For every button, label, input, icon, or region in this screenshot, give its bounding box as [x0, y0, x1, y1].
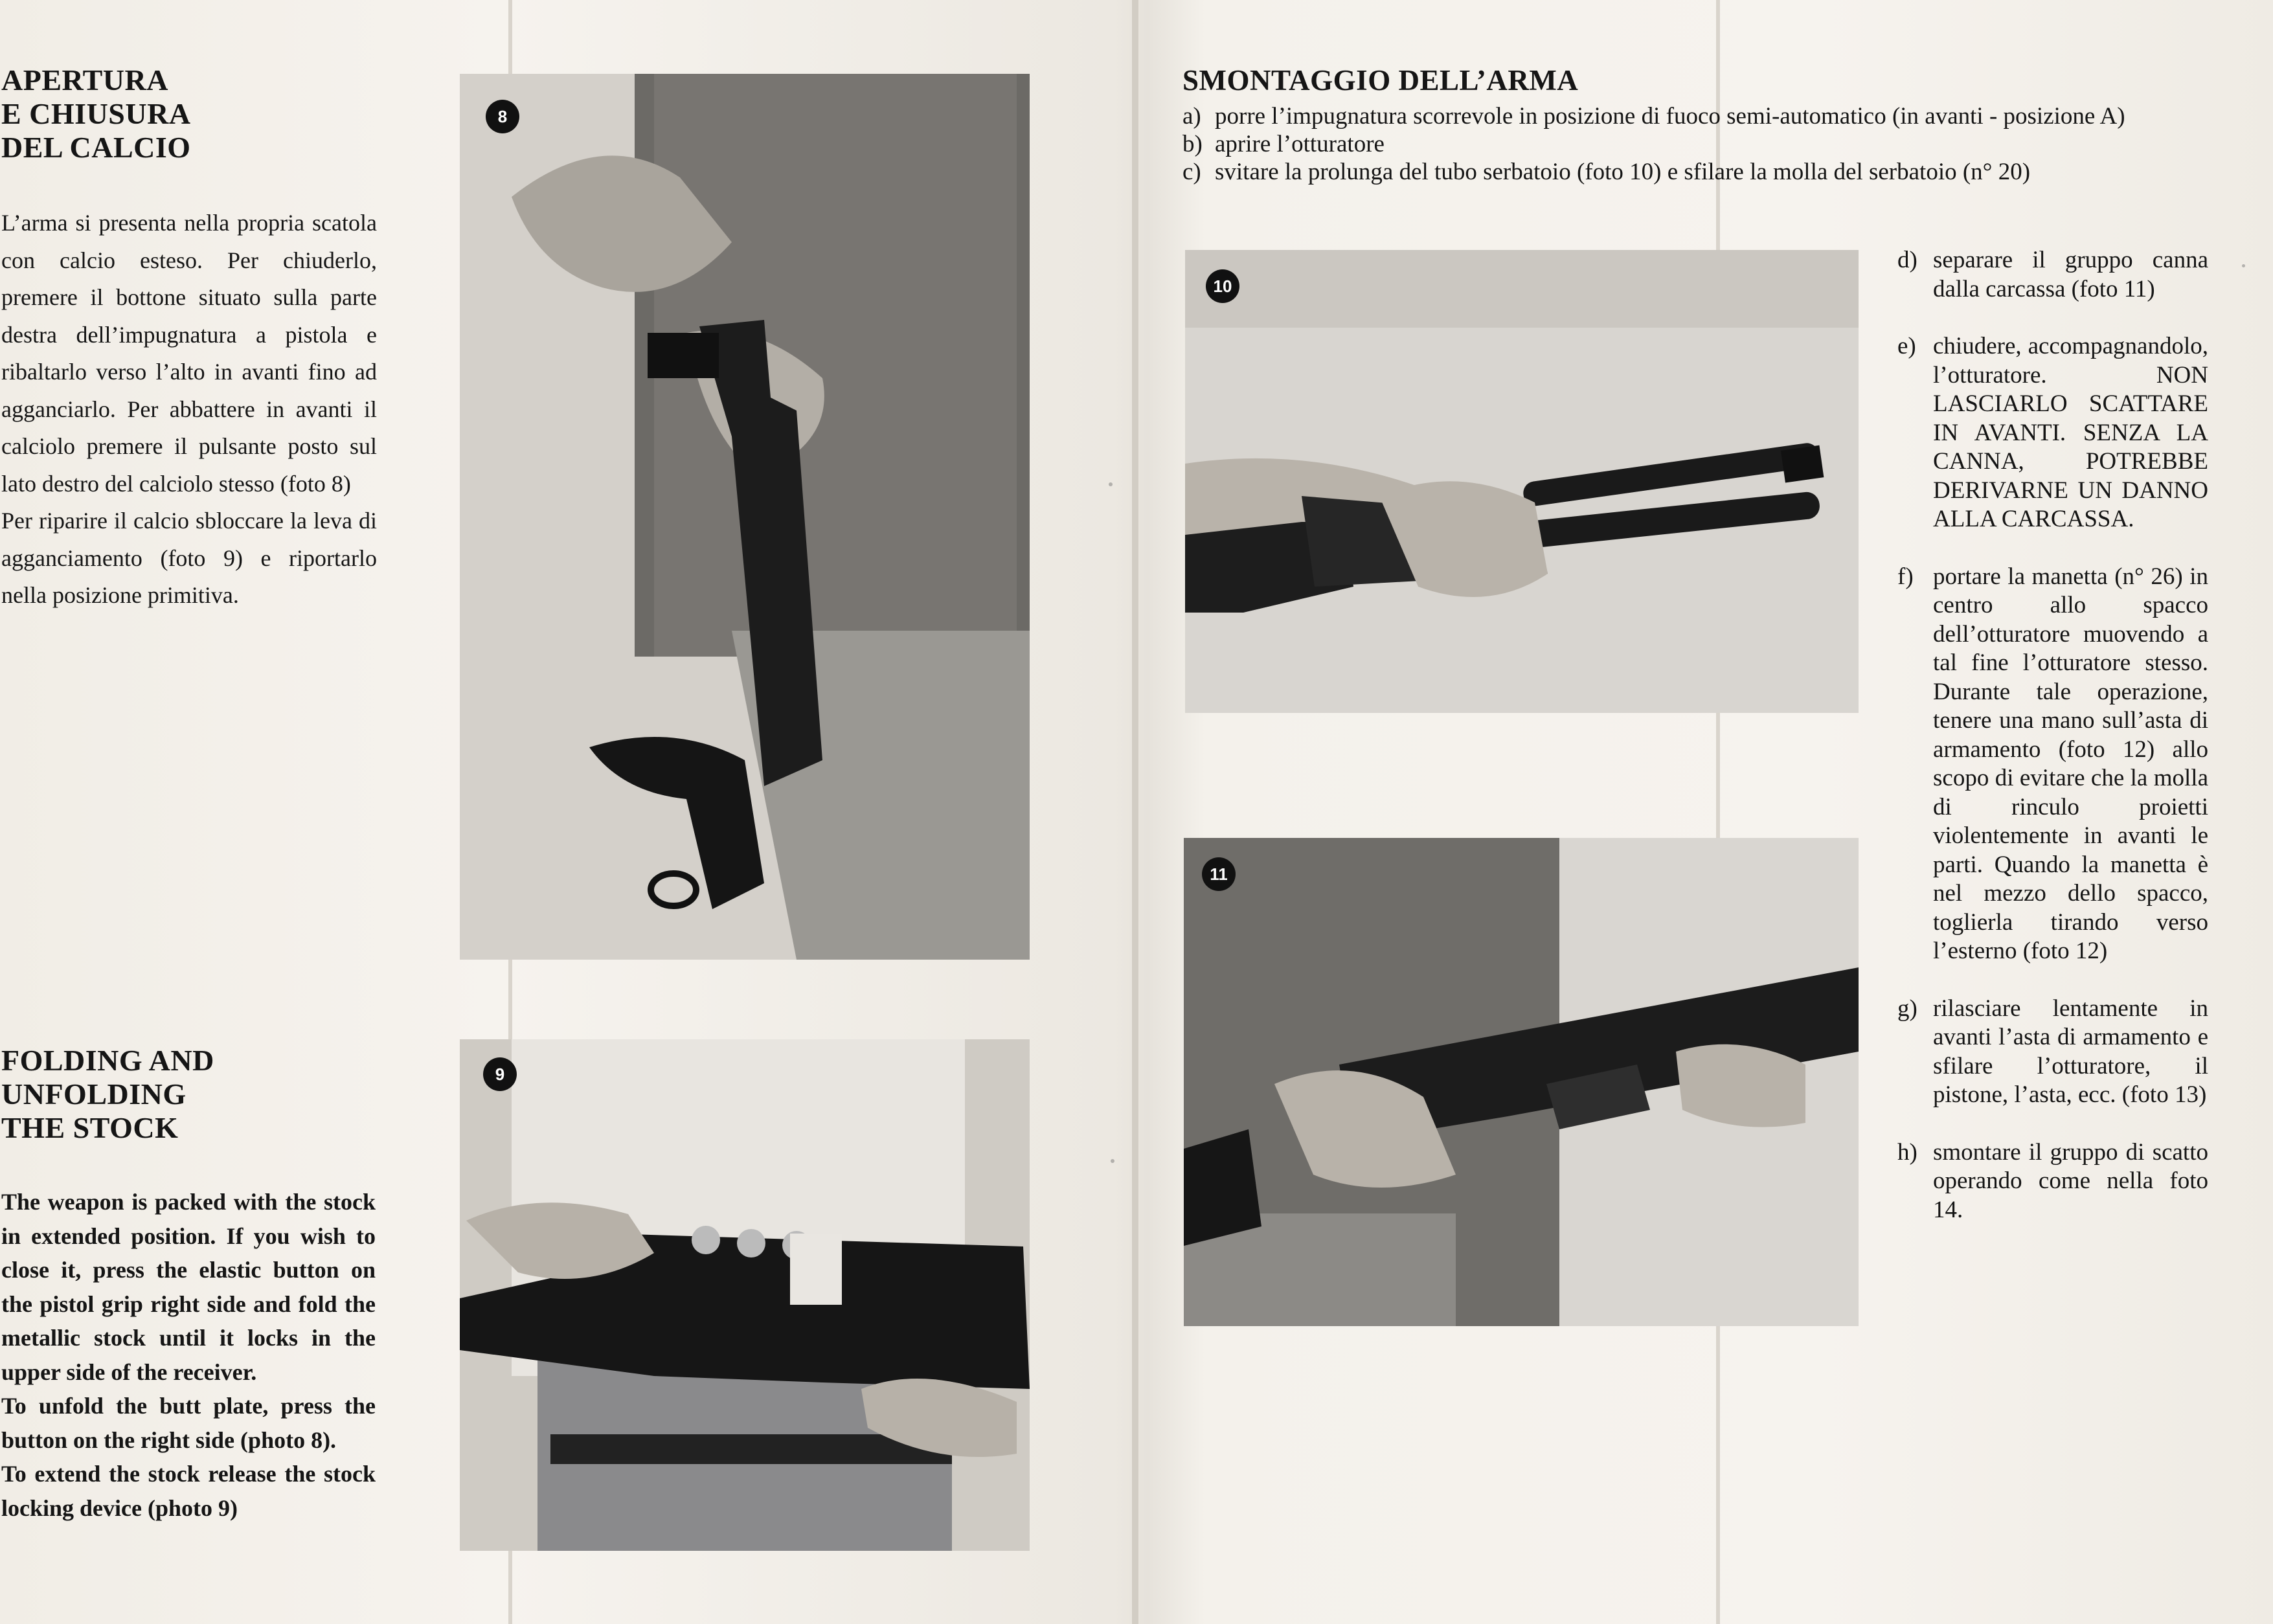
paper-speck	[1109, 482, 1113, 486]
paragraph-text: To unfold the butt plate, press the button on the right side (photo 8).	[1, 1393, 376, 1453]
paragraph-english	[1, 1185, 376, 1525]
step-label: a)	[1182, 103, 1201, 130]
step-label: e)	[1897, 333, 1916, 359]
photo-11	[1184, 838, 1859, 1326]
paper-speck	[2242, 264, 2245, 267]
paragraph-text: To extend the stock release the stock locking device (photo 9)	[1, 1461, 376, 1521]
list-item	[1897, 563, 2208, 966]
photo-number-badge: 10	[1206, 269, 1239, 303]
paragraph-italian	[1, 205, 377, 615]
step-text: porre l’impugnatura scorrevole in posizione di fuoco semi-automatico (in avanti - posizione A)	[1215, 103, 2125, 130]
step-label: d)	[1897, 247, 1917, 273]
photo-number-badge: 11	[1202, 857, 1236, 891]
step-text: aprire l’otturatore	[1215, 131, 1385, 157]
step-text: smontare il gruppo di scatto operando come nella foto 14.	[1933, 1138, 2208, 1223]
photo-9	[460, 1039, 1030, 1551]
step-text: portare la manetta (n° 26) in centro allo spacco dell’otturatore muovendo a tal fine l’otturatore stesso. Durante tale operazione, tenere una mano sull’asta di armamento (foto 12) allo scopo di evitare che la molla di rinculo proietti violentemente in avanti le parti. Quando la manetta è nel mezzo dello spacco, toglierla tirando verso l’esterno (foto 12)	[1933, 563, 2208, 964]
step-label: b)	[1182, 131, 1203, 157]
steps-top-list	[1182, 102, 2212, 186]
step-label: g)	[1897, 995, 1917, 1022]
heading-line: E CHIUSURA	[1, 97, 191, 130]
photo-11-image	[1184, 838, 1859, 1326]
heading-line: FOLDING AND	[1, 1044, 214, 1077]
step-text: rilasciare lentamente in avanti l’asta di armamento e sfilare l’otturatore, il pistone, l’asta, ecc. (foto 13)	[1933, 995, 2208, 1108]
paragraph-text: Per riparire il calcio sbloccare la leva di agganciamento (foto 9) e riportarlo nella posizione primitiva.	[1, 508, 377, 608]
paper-speck	[1111, 1159, 1114, 1163]
step-text: svitare la prolunga del tubo serbatoio (foto 10) e sfilare la molla del serbatoio (n° 20)	[1215, 159, 2031, 185]
heading-smontaggio: SMONTAGGIO DELL’ARMA	[1182, 64, 1579, 96]
paragraph-text: L’arma si presenta nella propria scatola con calcio esteso. Per chiuderlo, premere il bottone situato sulla parte destra dell’impugnatura a pistola e ribaltarlo verso l’alto in avanti fino ad agganciarlo. Per abbattere in avanti il calciolo premere il pulsante posto sul lato destro del calciolo stesso (foto 8)	[1, 210, 377, 497]
step-text: separare il gruppo canna dalla carcassa (foto 11)	[1933, 247, 2208, 302]
photo-9-image	[460, 1039, 1030, 1551]
heading-line: UNFOLDING	[1, 1077, 187, 1111]
step-label: c)	[1182, 159, 1201, 185]
list-item	[1897, 1138, 2208, 1225]
step-label: h)	[1897, 1138, 1917, 1166]
step-label: f)	[1897, 563, 1914, 590]
steps-right-list	[1897, 246, 2208, 1253]
photo-10-image	[1185, 250, 1859, 713]
photo-10	[1185, 250, 1859, 713]
step-text: chiudere, accompagnandolo, l’otturatore. NON LASCIARLO SCATTARE IN AVANTI. SENZA LA CANNA, POTREBBE DERIVARNE UN DANNO ALLA CARCASSA.	[1933, 333, 2208, 532]
list-item	[1182, 130, 2212, 158]
center-fold	[1132, 0, 1138, 1624]
heading-line: THE STOCK	[1, 1111, 179, 1144]
paragraph-text: The weapon is packed with the stock in extended position. If you wish to close it, press the elastic button on the pistol grip right side and fold the metallic stock until it locks in the upper side of the receiver.	[1, 1189, 376, 1385]
photo-number-badge: 8	[486, 100, 519, 133]
photo-number-badge: 9	[483, 1057, 517, 1091]
list-item	[1897, 332, 2208, 534]
page-fold	[1716, 0, 1720, 1624]
photo-8	[460, 74, 1030, 960]
list-item	[1182, 102, 2212, 130]
list-item	[1897, 246, 2208, 304]
heading-english	[1, 1044, 214, 1145]
list-item	[1897, 995, 2208, 1110]
list-item	[1182, 158, 2212, 186]
heading-line: APERTURA	[1, 63, 168, 96]
photo-8-image	[460, 74, 1030, 960]
heading-line: DEL CALCIO	[1, 131, 191, 164]
heading-italian	[1, 63, 191, 164]
